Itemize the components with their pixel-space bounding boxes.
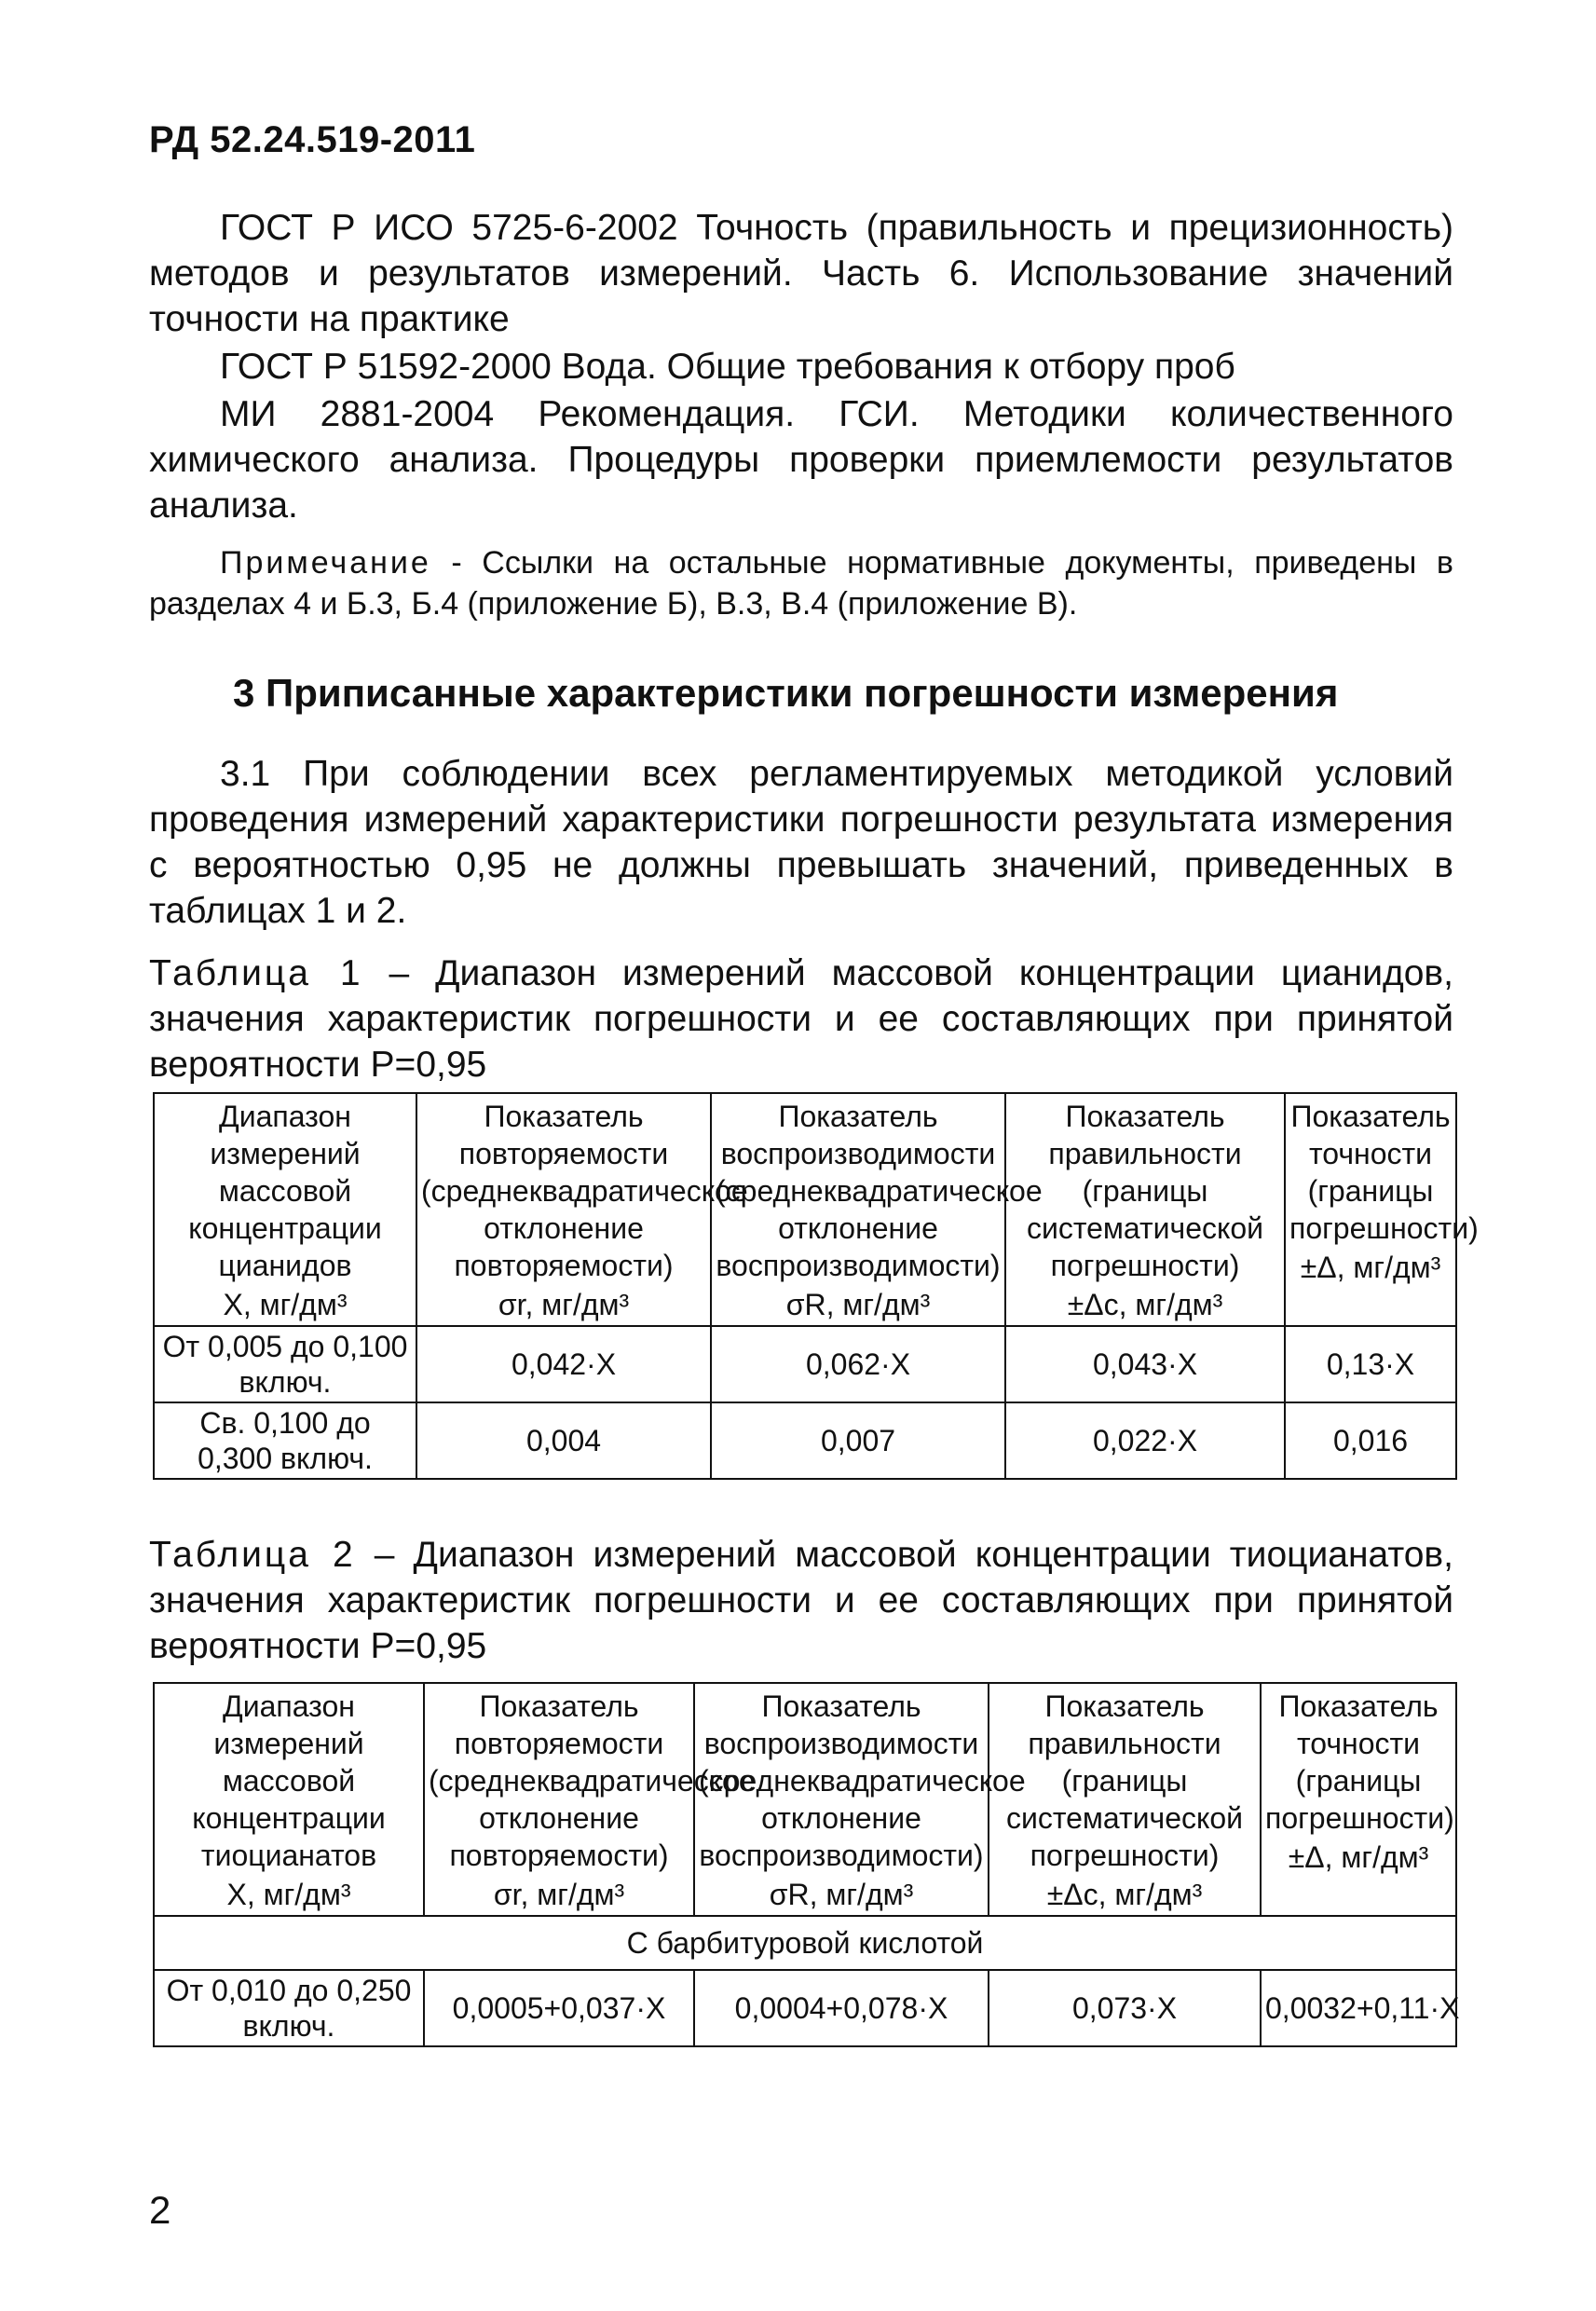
table1-header-row — [154, 1093, 1456, 1326]
table-header-cell: Показатель правильности (границы систематической погрешности) ±Δc, мг/дм³ — [1005, 1093, 1285, 1326]
table1-caption-label: Таблица 1 — [149, 953, 363, 993]
note-paragraph — [149, 542, 1453, 624]
table1 — [153, 1092, 1479, 1480]
table2 — [153, 1682, 1460, 2047]
table-header-cell: Диапазон измерений массовой концентрации тиоцианатов X, мг/дм³ — [154, 1683, 424, 1916]
note-text: - Ссылки на остальные нормативные документы, приведены в разделах 4 и Б.3, Б.4 (приложение Б), В.3, В.4 (приложение В). — [149, 545, 1453, 622]
table-cell: 0,073·X — [989, 1970, 1261, 2046]
reference-item: ГОСТ Р 51592-2000 Вода. Общие требования к отбору проб — [220, 347, 1235, 387]
table-row — [154, 1402, 1456, 1479]
table-row — [154, 1326, 1456, 1402]
table-cell: Св. 0,100 до 0,300 включ. — [154, 1402, 416, 1479]
table-cell: 0,043·X — [1005, 1326, 1285, 1402]
table-header-cell: Показатель воспроизводимости (среднеквадратическое отклонение воспроизводимости) σR, мг/дм³ — [694, 1683, 989, 1916]
table-cell: 0,007 — [711, 1402, 1005, 1479]
document-code: РД 52.24.519-2011 — [149, 119, 476, 160]
table1-caption-text: – Диапазон измерений массовой концентрации цианидов, значения характеристик погрешности и ее составляющих при принятой вероятности P=0,95 — [149, 953, 1453, 1085]
table-cell: 0,0032+0,11·X — [1261, 1970, 1456, 2046]
table-header-cell: Диапазон измерений массовой концентрации цианидов X, мг/дм³ — [154, 1093, 416, 1326]
table-cell: 0,004 — [416, 1402, 711, 1479]
references-list — [149, 205, 1453, 530]
table2-subheader-row — [154, 1916, 1456, 1970]
paragraph-3-1 — [149, 751, 1453, 934]
table-cell: От 0,010 до 0,250 включ. — [154, 1970, 424, 2046]
table1-caption — [149, 950, 1453, 1087]
note-label: Примечание — [220, 545, 431, 581]
table-cell: 0,016 — [1285, 1402, 1456, 1479]
table-header-cell: Показатель точности (границы погрешности) ±Δ, мг/дм³ — [1261, 1683, 1456, 1916]
table-cell: 0,0005+0,037·X — [424, 1970, 694, 2046]
reference-item: ГОСТ Р ИСО 5725-6-2002 Точность (правильность и прецизионность) методов и результатов измерений. Часть 6. Использование значений точности на практике — [149, 208, 1453, 339]
section-title: 3 Приписанные характеристики погрешности измерения — [233, 671, 1339, 715]
table-cell: От 0,005 до 0,100 включ. — [154, 1326, 416, 1402]
table-cell: 0,13·X — [1285, 1326, 1456, 1402]
table2-caption-label: Таблица 2 — [149, 1535, 356, 1575]
table-header-cell: Показатель правильности (границы систематической погрешности) ±Δc, мг/дм³ — [989, 1683, 1261, 1916]
table-header-cell: Показатель повторяемости (среднеквадратическое отклонение повторяемости) σr, мг/дм³ — [424, 1683, 694, 1916]
table-cell: 0,0004+0,078·X — [694, 1970, 989, 2046]
reference-item: МИ 2881-2004 Рекомендация. ГСИ. Методики количественного химического анализа. Процедуры проверки приемлемости результатов анализа. — [149, 394, 1453, 526]
page-number: 2 — [149, 2188, 171, 2232]
table-header-cell: Показатель повторяемости (среднеквадратическое отклонение повторяемости) σr, мг/дм³ — [416, 1093, 711, 1326]
table-cell: 0,062·X — [711, 1326, 1005, 1402]
table2-caption — [149, 1532, 1453, 1669]
table-header-cell: Показатель точности (границы погрешности) ±Δ, мг/дм³ — [1285, 1093, 1456, 1326]
table-cell: 0,022·X — [1005, 1402, 1285, 1479]
table-cell: 0,042·X — [416, 1326, 711, 1402]
table-header-cell: Показатель воспроизводимости (среднеквадратическое отклонение воспроизводимости) σR, мг/дм³ — [711, 1093, 1005, 1326]
table-subheader-cell: С барбитуровой кислотой — [154, 1916, 1456, 1970]
table-row — [154, 1970, 1456, 2046]
table2-caption-text: – Диапазон измерений массовой концентрации тиоцианатов, значения характеристик погрешности и ее составляющих при принятой вероятности P=0,95 — [149, 1535, 1453, 1666]
table2-header-row — [154, 1683, 1456, 1916]
paragraph-3-1-text: 3.1 При соблюдении всех регламентируемых методикой условий проведения измерений характеристики погрешности результата измерения с вероятностью 0,95 не должны превышать значений, приведенных в таблицах 1 и 2. — [149, 754, 1453, 931]
